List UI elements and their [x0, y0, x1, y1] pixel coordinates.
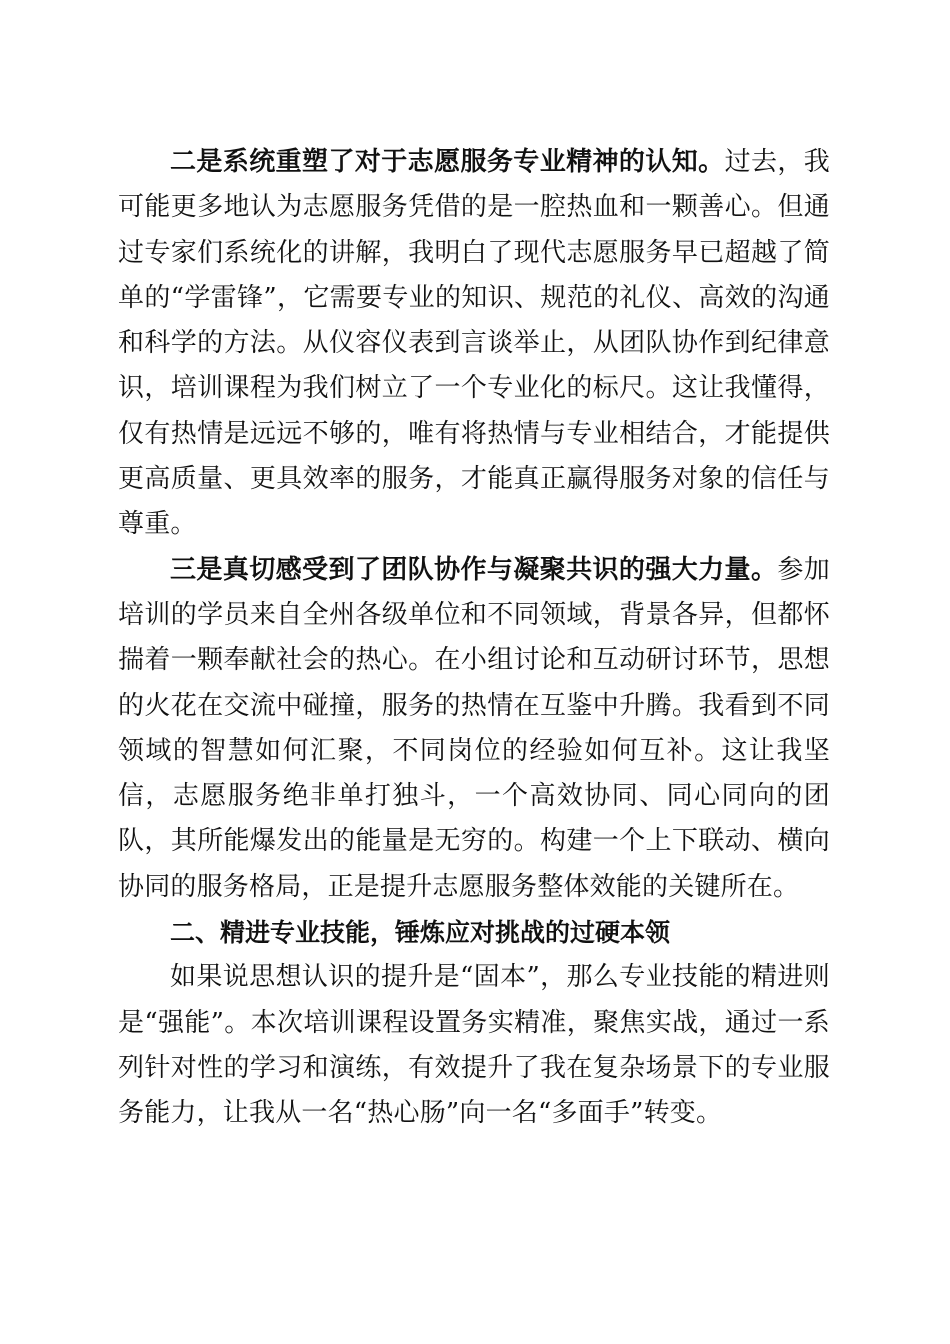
- document-body: [118, 140, 830, 1137]
- paragraph-text: 过去，我可能更多地认为志愿服务凭借的是一腔热血和一颗善心。但通过专家们系统化的讲解，我明白了现代志愿服务早已超越了简单的“学雷锋”，它需要专业的知识、规范的礼仪、高效的沟通和科学的方法。从仪容仪表到言谈举止，从团队协作到纪律意识，培训课程为我们树立了一个专业化的标尺。这让我懂得，仅有热情是远远不够的，唯有将热情与专业相结合，才能提供更高质量、更具效率的服务，才能真正赢得服务对象的信任与尊重。: [118, 147, 830, 540]
- paragraph-professional-spirit: [118, 140, 830, 548]
- paragraph-text: 参加培训的学员来自全州各级单位和不同领域，背景各异，但都怀揣着一颗奉献社会的热心。在小组讨论和互动研讨环节，思想的火花在交流中碰撞，服务的热情在互鉴中升腾。我看到不同领域的智慧如何汇聚，不同岗位的经验如何互补。这让我坚信，志愿服务绝非单打独斗，一个高效协同、同心同向的团队，其所能爆发出的能量是无穷的。构建一个上下联动、横向协同的服务格局，正是提升志愿服务整体效能的关键所在。: [118, 554, 830, 902]
- paragraph-text: 如果说思想认识的提升是“固本”，那么专业技能的精进则是“强能”。本次培训课程设置务实精准，聚焦实战，通过一系列针对性的学习和演练，有效提升了我在复杂场景下的专业服务能力，让我从一名“热心肠”向一名“多面手”转变。: [118, 962, 830, 1129]
- paragraph-skills: [118, 955, 830, 1136]
- section-heading: 二、精进专业技能，锤炼应对挑战的过硬本领: [170, 918, 671, 948]
- paragraph-lead: 二是系统重塑了对于志愿服务专业精神的认知。: [170, 147, 725, 177]
- paragraph-lead: 三是真切感受到了团队协作与凝聚共识的强大力量。: [170, 554, 778, 585]
- paragraph-teamwork: [118, 548, 830, 910]
